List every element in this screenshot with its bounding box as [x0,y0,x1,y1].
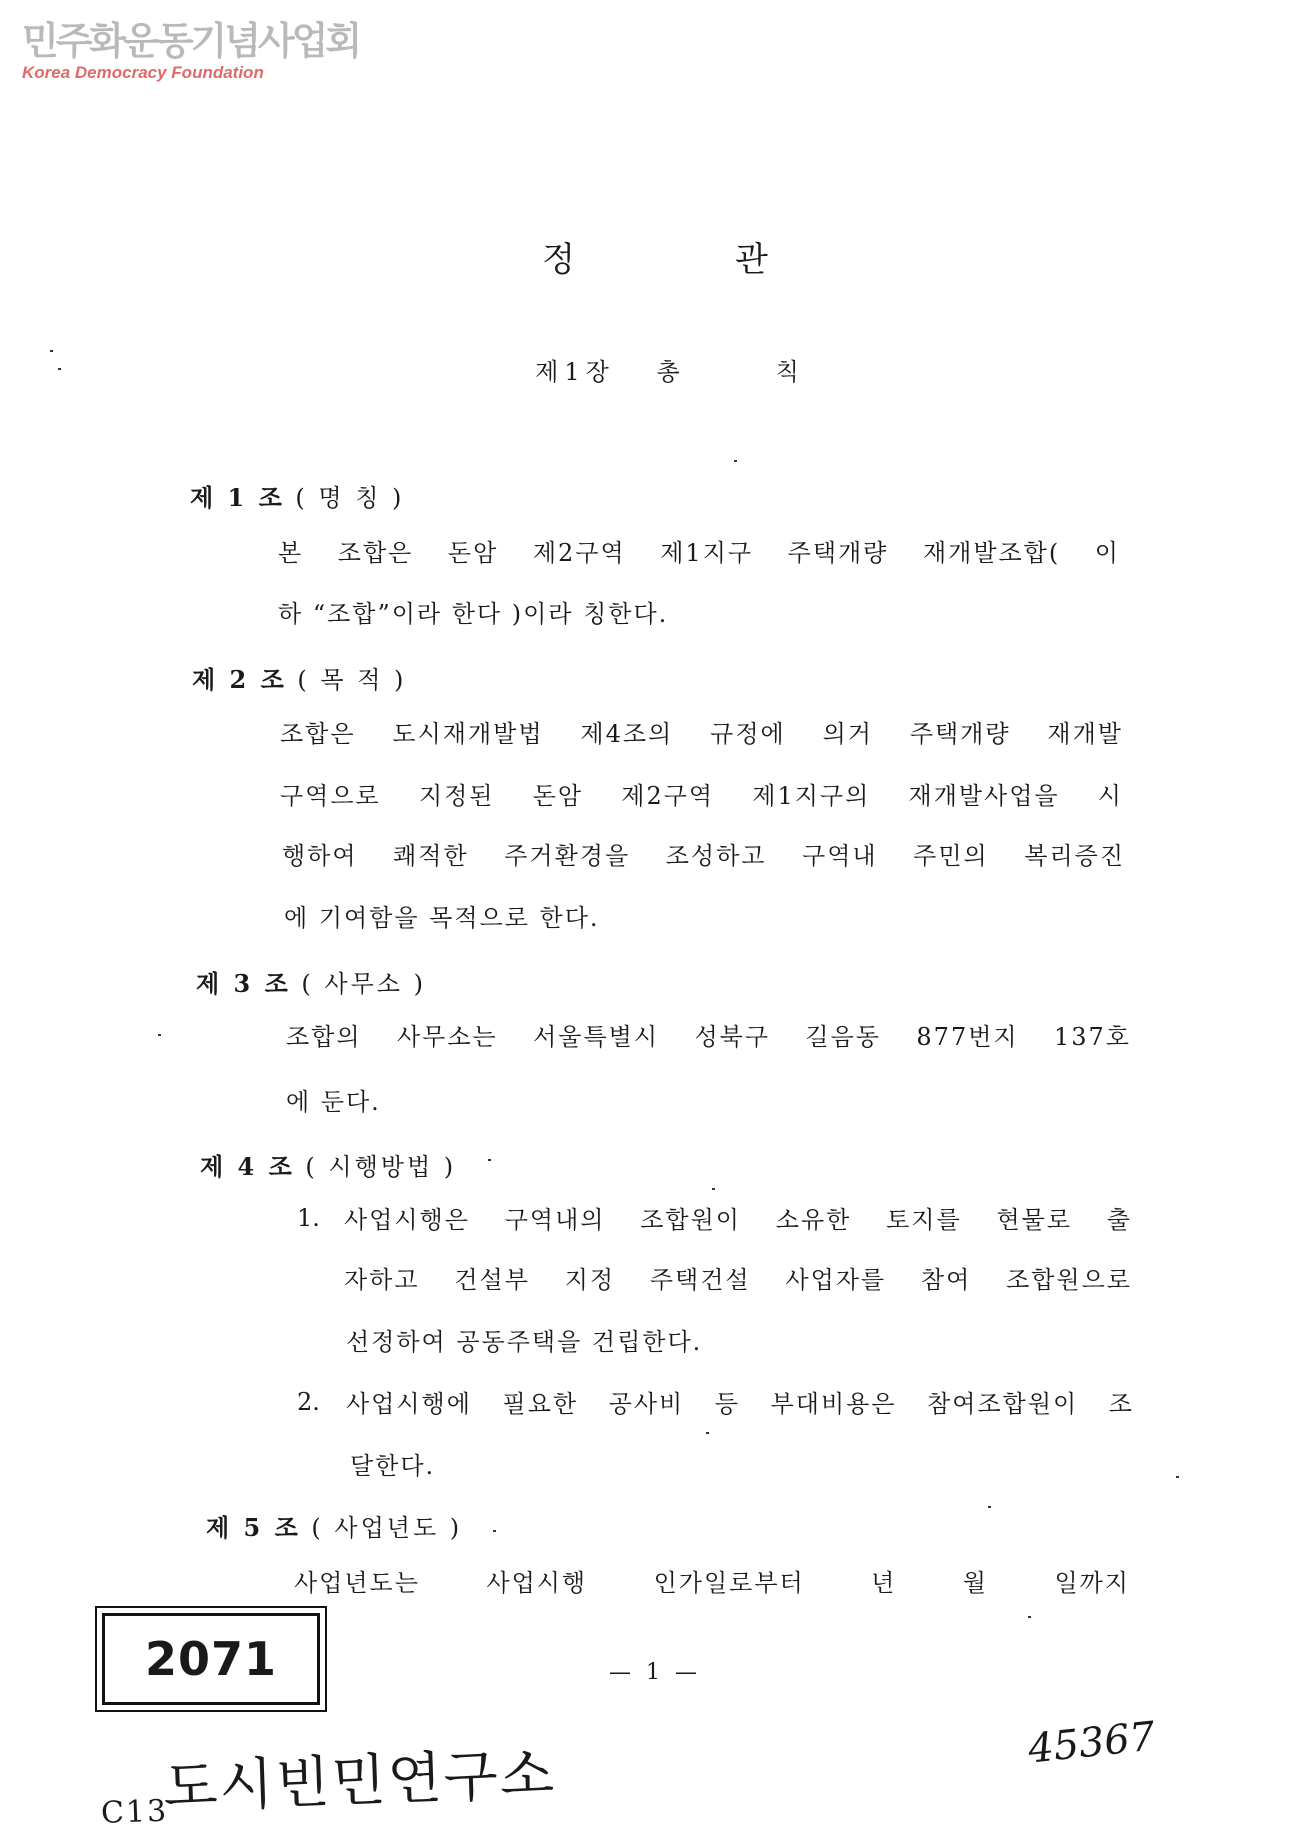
article-4-number: 제 4 조 [200,1152,295,1181]
scan-speck [50,350,53,352]
article-5-subject: ( 사업년도 ) [311,1514,463,1542]
article-1-line-2: 하 “조합”이라 한다 )이라 칭한다. [278,600,669,628]
article-2-line-2: 구역으로 지정된 돈암 제2구역 제1지구의 재개발사업을 시 [280,782,1123,810]
article-1-subject: ( 명 칭 ) [295,484,405,512]
article-4-item-2-line-1: 사업시행에 필요한 공사비 등 부대비용은 참여조합원이 조 [346,1390,1134,1418]
watermark-logo [22,18,359,84]
article-4-item-1-number: 1. [297,1204,320,1232]
document-title: 정관 [542,240,928,280]
archive-number-stamp [102,1613,320,1705]
scan-speck [158,1034,161,1036]
article-4-item-1-line-1: 사업시행은 구역내의 조합원이 소유한 토지를 현물로 출 [344,1206,1132,1234]
article-4-item-1-line-3: 선정하여 공동주택을 건립한다. [346,1328,703,1356]
article-2-line-4: 에 기여함을 목적으로 한다. [284,904,600,932]
page-number: — 1 — [609,1660,701,1685]
scan-speck [493,1530,496,1532]
article-1-line-1: 본 조합은 돈암 제2구역 제1지구 주택개량 재개발조합( 이 [278,539,1120,567]
handwritten-institute: 도시빈민연구소 [162,1742,557,1821]
chapter-label: 제1장 [535,358,615,386]
scan-speck [734,460,737,462]
handwritten-source-note [99,1730,558,1831]
watermark-english: Korea Democracy Foundation [22,63,264,82]
article-2-line-1: 조합은 도시재개발법 제4조의 규정에 의거 주택개량 재개발 [280,720,1123,748]
article-2-subject: ( 목 적 ) [297,666,407,694]
chapter-name-a: 총 [656,358,686,386]
article-4-item-2-number: 2. [297,1388,320,1416]
article-2-line-3: 행하여 쾌적한 주거환경을 조성하고 구역내 주민의 복리증진 [282,842,1125,870]
article-4-item-2-line-2: 달한다. [350,1452,436,1480]
chapter-heading [0,352,1310,387]
article-2-heading [192,660,406,695]
article-3-number: 제 3 조 [196,969,291,998]
chapter-name-b: 칙 [775,358,805,386]
scan-speck [58,368,61,370]
article-1-number: 제 1 조 [190,483,285,512]
watermark-korean: 민주화운동기념사업회 [22,19,360,63]
scan-speck [488,1159,491,1161]
article-2-number: 제 2 조 [192,665,287,694]
article-4-subject: ( 시행방법 ) [305,1153,457,1181]
article-3-line-2: 에 둔다. [286,1088,381,1116]
article-3-heading [196,964,426,999]
handwritten-prefix: C13 [100,1793,169,1831]
article-5-heading [206,1508,462,1543]
article-4-heading [200,1147,456,1182]
scan-speck [706,1432,709,1434]
article-4-item-1-line-2: 자하고 건설부 지정 주택건설 사업자를 참여 조합원으로 [344,1266,1132,1294]
handwritten-number: 45367 [1025,1713,1158,1773]
scan-speck [988,1506,991,1508]
article-1-heading [190,478,404,513]
article-3-line-1: 조합의 사무소는 서울특별시 성북구 길음동 877번지 137호 [286,1023,1131,1051]
article-5-line-1: 사업년도는 사업시행 인가일로부터 년 월 일까지 [294,1569,1130,1597]
scan-speck [1028,1616,1031,1618]
stamp-number: 2071 [144,1632,278,1686]
scan-speck [1176,1476,1179,1478]
scan-speck [712,1188,715,1190]
article-3-subject: ( 사무소 ) [301,970,426,998]
article-5-number: 제 5 조 [206,1513,301,1542]
